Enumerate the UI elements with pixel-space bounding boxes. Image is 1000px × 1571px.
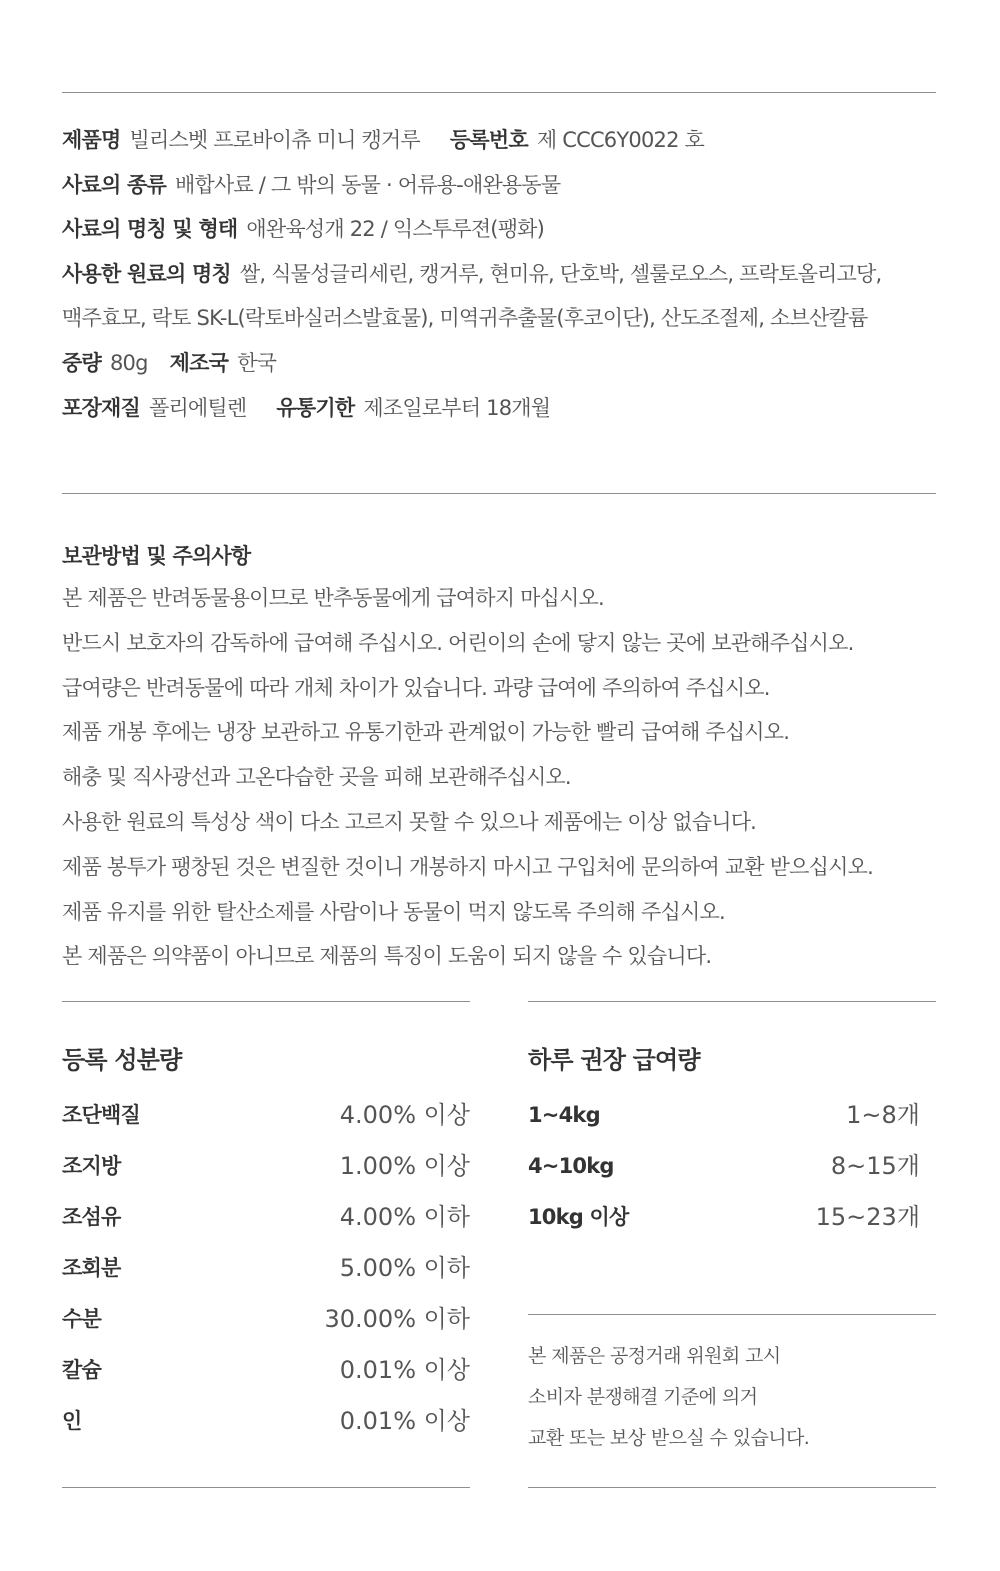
nutrient-value: 0.01% 이상 — [339, 1407, 470, 1435]
nutrient-name: 칼슘 — [62, 1358, 101, 1382]
table-row — [62, 1345, 470, 1396]
nutrient-value: 30.00% 이하 — [324, 1305, 470, 1333]
nutrient-name: 조회분 — [62, 1256, 121, 1280]
feeding-table — [528, 1090, 920, 1243]
storage-caution-title: 보관방법 및 주의사항 — [62, 544, 251, 568]
caution-line: 본 제품은 의약품이 아니므로 제품의 특징이 도움이 되지 않을 수 있습니다. — [62, 944, 712, 969]
origin-value: 한국 — [237, 350, 277, 375]
notice-line: 교환 또는 보상 받으실 수 있습니다. — [528, 1427, 810, 1449]
notice-top-divider — [528, 1314, 936, 1315]
nutrient-name: 조지방 — [62, 1154, 121, 1178]
nutrient-name: 조섬유 — [62, 1205, 121, 1229]
table-row — [528, 1090, 920, 1141]
weight-value: 80g — [109, 350, 148, 375]
expiry-value: 제조일로부터 18개월 — [363, 395, 551, 420]
daily-amount: 8~15개 — [830, 1152, 920, 1180]
feed-type-label: 사료의 종류 — [62, 172, 166, 197]
daily-amount: 15~23개 — [815, 1203, 920, 1231]
daily-amount: 1~8개 — [846, 1101, 920, 1129]
feed-name-value: 애완육성개 22 / 익스투루젼(팽화) — [246, 217, 545, 242]
caution-line: 제품 봉투가 팽창된 것은 변질한 것이니 개봉하지 마시고 구입처에 문의하여 교환 받으십시오. — [62, 854, 873, 879]
composition-bottom-divider — [62, 1487, 470, 1488]
weight-range: 1~4kg — [528, 1103, 600, 1127]
feed-name-label: 사료의 명칭 및 형태 — [62, 217, 238, 242]
product-info — [62, 118, 942, 430]
composition-title: 등록 성분량 — [62, 1046, 182, 1074]
ingredients-value-line1: 쌀, 식물성글리세린, 캥거루, 현미유, 단호박, 셀룰로오스, 프락토올리고당, — [239, 261, 882, 286]
section-divider — [62, 493, 936, 494]
packaging-label: 포장재질 — [62, 395, 140, 420]
exchange-notice — [528, 1336, 938, 1459]
notice-line: 본 제품은 공정거래 위원회 고시 — [528, 1345, 781, 1367]
product-name-value: 빌리스벳 프로바이츄 미니 캥거루 — [129, 128, 420, 152]
caution-line: 반드시 보호자의 감독하에 급여해 주십시오. 어린이의 손에 닿지 않는 곳에 보관해주십시오. — [62, 630, 854, 655]
caution-line: 해충 및 직사광선과 고온다습한 곳을 피해 보관해주십시오. — [62, 765, 571, 790]
table-row — [62, 1243, 470, 1294]
feed-type-row — [62, 163, 942, 208]
composition-top-divider — [62, 1001, 470, 1002]
caution-line: 제품 유지를 위한 탈산소제를 사람이나 동물이 먹지 않도록 주의해 주십시오. — [62, 899, 725, 924]
nutrient-value: 4.00% 이하 — [339, 1203, 470, 1231]
caution-line: 급여량은 반려동물에 따라 개체 차이가 있습니다. 과량 급여에 주의하여 주십시오. — [62, 675, 770, 700]
ingredients-value-line2: 맥주효모, 락토 SK-L(락토바실러스발효물), 미역귀추출물(후코이단), 산도조절제, 소브산칼륨 — [62, 306, 868, 331]
feeding-top-divider — [528, 1001, 936, 1002]
table-row — [528, 1192, 920, 1243]
expiry-label: 유통기한 — [276, 395, 355, 420]
feeding-title: 하루 권장 급여량 — [528, 1046, 700, 1074]
caution-line: 본 제품은 반려동물용이므로 반추동물에게 급여하지 마십시오. — [62, 586, 604, 610]
feed-type-value: 배합사료 / 그 밖의 동물 · 어류용-애완용동물 — [174, 172, 561, 197]
caution-line: 제품 개봉 후에는 냉장 보관하고 유통기한과 관계없이 가능한 빨리 급여해 주십시오. — [62, 720, 790, 745]
weight-range: 4~10kg — [528, 1154, 614, 1178]
weight-label: 중량 — [62, 350, 101, 375]
weight-row — [62, 341, 942, 386]
nutrient-name: 조단백질 — [62, 1103, 140, 1127]
feed-name-row — [62, 207, 942, 252]
reg-no-value: 제 CCC6Y0022 호 — [536, 128, 705, 152]
nutrient-value: 5.00% 이하 — [339, 1254, 470, 1282]
table-row — [62, 1396, 470, 1447]
storage-caution-section — [62, 536, 942, 979]
product-name-label: 제품명 — [62, 128, 121, 152]
notice-bottom-divider — [528, 1487, 936, 1488]
table-row — [62, 1294, 470, 1345]
nutrient-value: 4.00% 이상 — [339, 1101, 470, 1129]
nutrient-name: 수분 — [62, 1307, 101, 1331]
weight-range: 10kg 이상 — [528, 1205, 629, 1229]
table-row — [62, 1141, 470, 1192]
table-row — [62, 1192, 470, 1243]
ingredients-label: 사용한 원료의 명칭 — [62, 261, 231, 286]
packaging-value: 폴리에틸렌 — [148, 395, 247, 420]
product-name-row — [62, 118, 942, 163]
origin-label: 제조국 — [169, 350, 229, 375]
reg-no-label: 등록번호 — [449, 128, 528, 152]
table-row — [62, 1090, 470, 1141]
caution-line: 사용한 원료의 특성상 색이 다소 고르지 못할 수 있으나 제품에는 이상 없습니다. — [62, 809, 757, 834]
notice-line: 소비자 분쟁해결 기준에 의거 — [528, 1386, 758, 1408]
table-row — [528, 1141, 920, 1192]
nutrient-value: 0.01% 이상 — [339, 1356, 470, 1384]
ingredients-row — [62, 252, 942, 297]
nutrient-value: 1.00% 이상 — [339, 1152, 470, 1180]
composition-table — [62, 1090, 470, 1447]
top-divider — [62, 92, 936, 93]
nutrient-name: 인 — [62, 1409, 82, 1433]
packaging-row — [62, 386, 942, 431]
ingredients-row-continued — [62, 296, 942, 341]
